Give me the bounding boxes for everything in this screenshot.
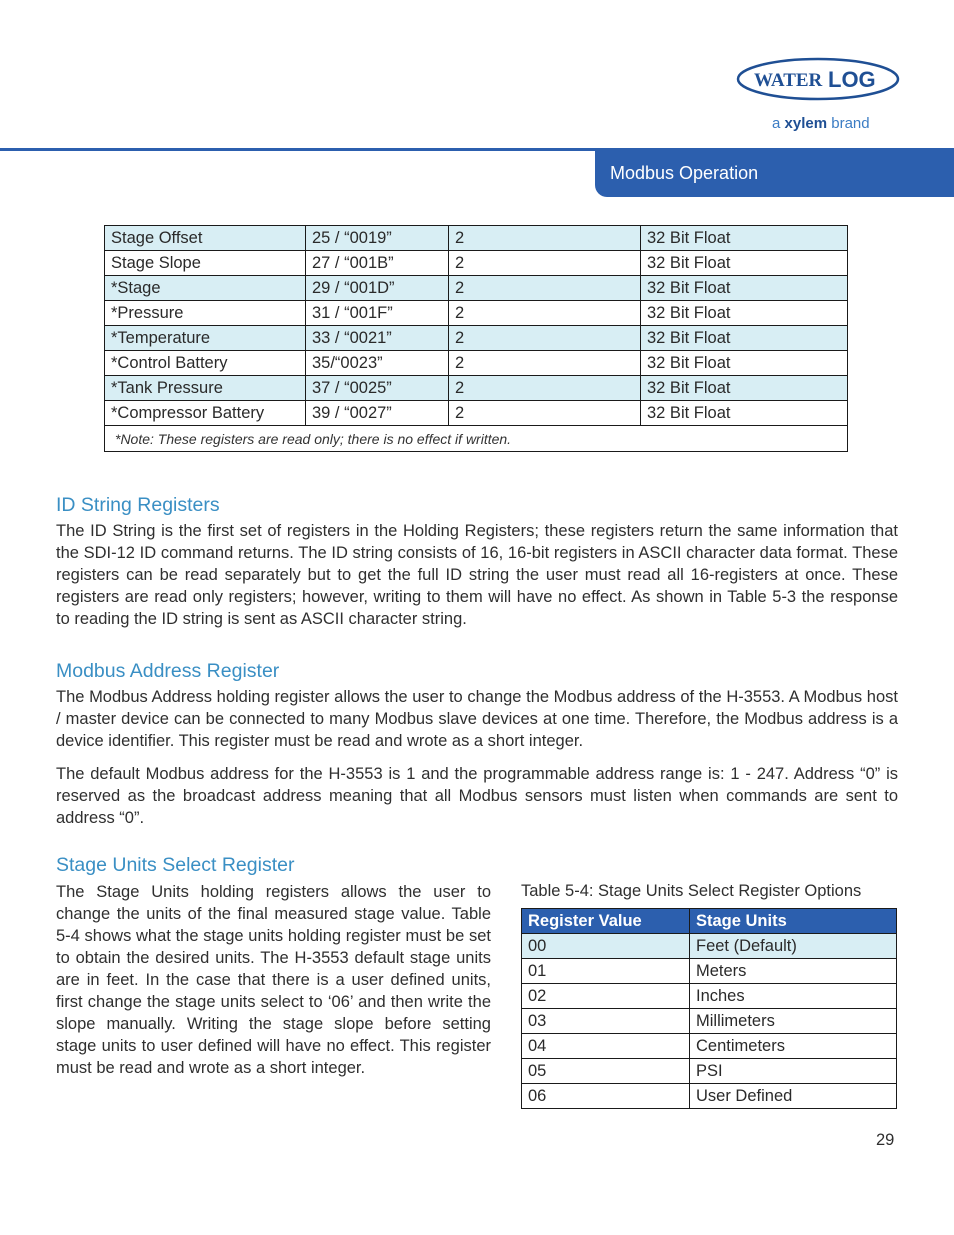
cell-stage-units: PSI — [690, 1059, 897, 1084]
table-row — [105, 251, 848, 276]
modbus-address-body-1: The Modbus Address holding register allows the user to change the Modbus address of the H-3553. A Modbus host / master device can be connected to many Modbus slave devices at one time. Therefore, the Modbus address is a device identifier. This register must be read and wrote as a short integer. — [56, 688, 898, 750]
cell-address: 27 / “001B” — [306, 251, 449, 276]
cell-register-value: 04 — [522, 1034, 690, 1059]
cell-name: *Temperature — [105, 326, 306, 351]
note-row — [105, 426, 848, 452]
cell-name: *Stage — [105, 276, 306, 301]
logo-water-text: WATER — [754, 70, 823, 91]
table-row — [105, 226, 848, 251]
stage-units-heading: Stage Units Select Register — [56, 854, 295, 876]
waterlog-logo — [736, 56, 900, 102]
table-row — [522, 1084, 897, 1109]
cell-stage-units: Feet (Default) — [690, 934, 897, 959]
cell-type: 32 Bit Float — [641, 401, 848, 426]
table-row — [105, 301, 848, 326]
cell-size: 2 — [449, 376, 641, 401]
cell-address: 33 / “0021” — [306, 326, 449, 351]
table-row — [105, 351, 848, 376]
stage-units-body: The Stage Units holding registers allows the user to change the units of the final measured stage value. Table 5-4 shows what the stage units holding register must be set to obtain the desired units. The H-3553 default stage units are in feet. In the case that there is a user defined units, first change the stage units select to ‘06’ and then write the slope manually. Writing the stage slope before setting stage units to user defined will have no effect. This register must be read and wrote as a short integer. — [56, 883, 491, 1077]
cell-type: 32 Bit Float — [641, 226, 848, 251]
cell-type: 32 Bit Float — [641, 251, 848, 276]
cell-type: 32 Bit Float — [641, 276, 848, 301]
cell-register-value: 00 — [522, 934, 690, 959]
cell-size: 2 — [449, 301, 641, 326]
cell-address: 37 / “0025” — [306, 376, 449, 401]
cell-register-value: 05 — [522, 1059, 690, 1084]
cell-stage-units: Inches — [690, 984, 897, 1009]
cell-address: 29 / “001D” — [306, 276, 449, 301]
section-title-tab: Modbus Operation — [595, 150, 954, 197]
cell-address: 35/“0023” — [306, 351, 449, 376]
cell-register-value: 06 — [522, 1084, 690, 1109]
cell-name: *Pressure — [105, 301, 306, 326]
id-string-body: The ID String is the first set of registers in the Holding Registers; these registers return the same information that the SDI-12 ID command returns. The ID string consists of 16, 16-bit registers in ASCII character data format. These registers can be read separately but to get the full ID string the user must read all 16-registers at once. These registers are read only registers; however, writing to them will have no effect. As shown in Table 5-3 the response to reading the ID string is sent as ASCII character string. — [56, 522, 898, 628]
read-only-note: *Note: These registers are read only; there is no effect if written. — [105, 426, 848, 452]
cell-register-value: 03 — [522, 1009, 690, 1034]
cell-name: *Compressor Battery — [105, 401, 306, 426]
modbus-address-body-2: The default Modbus address for the H-3553 is 1 and the programmable address range is: 1 - 247. Address “0” is reserved as the broadcast address meaning that all Modbus sensors must listen when commands are sent to address “0”. — [56, 765, 898, 827]
cell-name: Stage Offset — [105, 226, 306, 251]
xylem-brand: a xylem brand — [772, 115, 870, 132]
table-row — [105, 326, 848, 351]
id-string-heading: ID String Registers — [56, 494, 220, 516]
cell-type: 32 Bit Float — [641, 326, 848, 351]
cell-name: *Control Battery — [105, 351, 306, 376]
register-table — [104, 225, 848, 452]
cell-size: 2 — [449, 326, 641, 351]
cell-name: Stage Slope — [105, 251, 306, 276]
modbus-address-heading: Modbus Address Register — [56, 660, 280, 682]
cell-type: 32 Bit Float — [641, 376, 848, 401]
page-number: 29 — [876, 1131, 895, 1149]
header-register-value: Register Value — [522, 909, 690, 934]
table-row — [522, 1059, 897, 1084]
cell-size: 2 — [449, 401, 641, 426]
units-table — [521, 908, 897, 1109]
cell-size: 2 — [449, 226, 641, 251]
cell-address: 25 / “0019” — [306, 226, 449, 251]
table-row — [522, 959, 897, 984]
table-row — [105, 276, 848, 301]
cell-size: 2 — [449, 351, 641, 376]
table-row — [105, 376, 848, 401]
cell-address: 31 / “001F” — [306, 301, 449, 326]
header-stage-units: Stage Units — [690, 909, 897, 934]
table-row — [522, 934, 897, 959]
logo-log-text: LOG — [828, 67, 876, 92]
cell-name: *Tank Pressure — [105, 376, 306, 401]
cell-stage-units: Centimeters — [690, 1034, 897, 1059]
cell-register-value: 01 — [522, 959, 690, 984]
cell-address: 39 / “0027” — [306, 401, 449, 426]
cell-register-value: 02 — [522, 984, 690, 1009]
table-row — [522, 1009, 897, 1034]
table-row — [522, 984, 897, 1009]
cell-type: 32 Bit Float — [641, 351, 848, 376]
cell-stage-units: User Defined — [690, 1084, 897, 1109]
cell-size: 2 — [449, 251, 641, 276]
cell-size: 2 — [449, 276, 641, 301]
table-row — [522, 1034, 897, 1059]
cell-type: 32 Bit Float — [641, 301, 848, 326]
units-table-caption: Table 5-4: Stage Units Select Register Options — [521, 882, 862, 900]
cell-stage-units: Millimeters — [690, 1009, 897, 1034]
table-row — [105, 401, 848, 426]
units-table-header-row — [522, 909, 897, 934]
cell-stage-units: Meters — [690, 959, 897, 984]
